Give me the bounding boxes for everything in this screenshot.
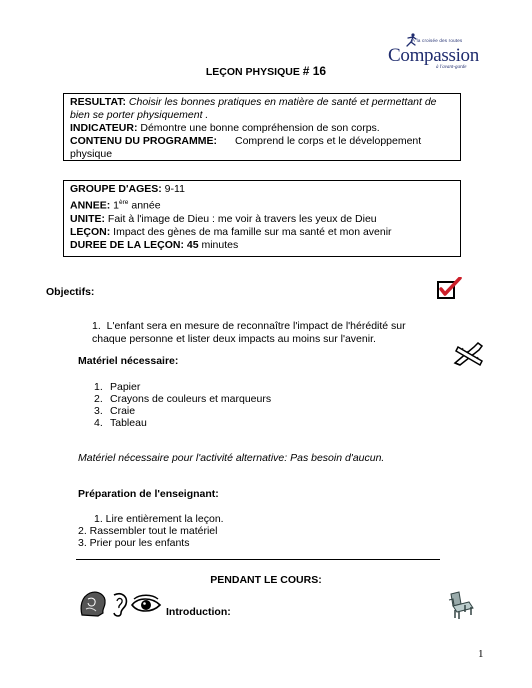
list-item-number: 2.	[94, 393, 103, 405]
contenu-text-1: Comprend le corps et le développement	[235, 135, 422, 147]
groupe-line	[70, 183, 454, 196]
contenu-label: CONTENU DU PROGRAMME:	[70, 135, 217, 147]
annee-sup: ère	[119, 199, 129, 206]
duree-label: DUREE DE LA LEÇON:	[70, 238, 184, 251]
pencil-ruler-icon	[452, 341, 486, 367]
resultat-text-1: Choisir les bonnes pratiques en matière de santé et permettant de	[126, 96, 437, 108]
list-item-number: 1.	[94, 381, 103, 393]
head-icon	[81, 592, 105, 616]
objectifs-header: Objectifs:	[46, 286, 95, 298]
unite-line	[70, 213, 454, 226]
list-item-number: 4.	[94, 417, 103, 429]
unite-value: Fait à l'image de Dieu : me voir à travers les yeux de Dieu	[105, 212, 377, 225]
materiel-alternative: Matériel nécessaire pour l'activité alternative: Pas besoin d'aucun.	[78, 452, 385, 464]
contenu-text-2: physique	[70, 148, 113, 160]
objectif-item	[92, 320, 432, 346]
resultat-label: RESULTAT:	[70, 96, 126, 108]
logo-top-text: À la croisée des routes	[412, 38, 463, 43]
groupe-value: 9-11	[161, 183, 185, 195]
list-item-text: Tableau	[110, 417, 147, 429]
list-item-number: 3.	[94, 405, 103, 417]
contenu-line	[70, 135, 454, 148]
lecon-line	[70, 226, 454, 239]
objectif-text-1: L'enfant sera en mesure de reconnaître l'impact de l'hérédité sur	[106, 320, 406, 332]
list-item	[94, 417, 271, 429]
unite-label: UNITE:	[70, 212, 105, 225]
resultat-text-2: bien se porter physiquement .	[70, 109, 209, 121]
page-title	[0, 64, 532, 78]
objectif-number: 1.	[92, 320, 101, 332]
list-item-text: Crayons de couleurs et marqueurs	[110, 393, 272, 405]
indicateur-label: INDICATEUR:	[70, 122, 138, 134]
materiel-list	[94, 381, 271, 429]
page-number: 1	[478, 648, 484, 660]
title-number: # 16	[302, 64, 327, 78]
indicateur-line	[70, 122, 454, 135]
logo-brand: Compassion	[388, 45, 479, 66]
eye-icon	[132, 595, 160, 611]
title-prefix: LEÇON PHYSIQUE	[205, 66, 303, 78]
lecon-label: LEÇON:	[70, 225, 111, 238]
list-item	[94, 393, 271, 405]
senses-icon	[78, 589, 164, 619]
duree-unit: minutes	[198, 238, 239, 251]
annee-label: ANNEE:	[70, 199, 111, 212]
duree-num: 45	[183, 238, 199, 251]
preparation-list	[78, 513, 224, 549]
objectif-line-1	[92, 320, 432, 333]
duree-line	[70, 239, 454, 252]
section-divider	[76, 559, 440, 560]
lesson-outcome-box	[63, 93, 461, 161]
indicateur-text: Démontre une bonne compréhension de son corps.	[137, 122, 380, 134]
groupe-label: GROUPE D'AGES:	[70, 183, 162, 195]
pendant-header: PENDANT LE COURS:	[210, 574, 322, 586]
list-item-text: Papier	[110, 381, 141, 393]
introduction-header: Introduction:	[166, 606, 231, 618]
preparation-item-3: 3. Prier pour les enfants	[78, 537, 190, 549]
lesson-info-box	[63, 180, 461, 257]
ear-icon	[114, 594, 126, 616]
annee-value: 1	[110, 199, 120, 212]
chair-icon	[445, 590, 477, 620]
materiel-header: Matériel nécessaire:	[78, 355, 179, 367]
list-item	[94, 405, 271, 417]
objectif-text-2: chaque personne et lister deux impacts au moins sur l'avenir.	[92, 333, 376, 345]
preparation-header: Préparation de l'enseignant:	[78, 488, 219, 500]
preparation-item-2: 2. Rassembler tout le matériel	[78, 525, 218, 537]
lecon-value: Impact des gènes de ma famille sur ma santé et mon avenir	[110, 225, 392, 238]
resultat-line	[70, 96, 454, 109]
annee-line	[70, 196, 454, 213]
preparation-item-1: 1. Lire entièrement la leçon.	[94, 513, 224, 525]
list-item-text: Craie	[110, 405, 136, 417]
checkbox-check-icon	[436, 277, 462, 301]
annee-suffix: année	[128, 199, 161, 212]
logo-tagline: à l'avant-garde	[436, 65, 467, 70]
list-item	[94, 381, 271, 393]
